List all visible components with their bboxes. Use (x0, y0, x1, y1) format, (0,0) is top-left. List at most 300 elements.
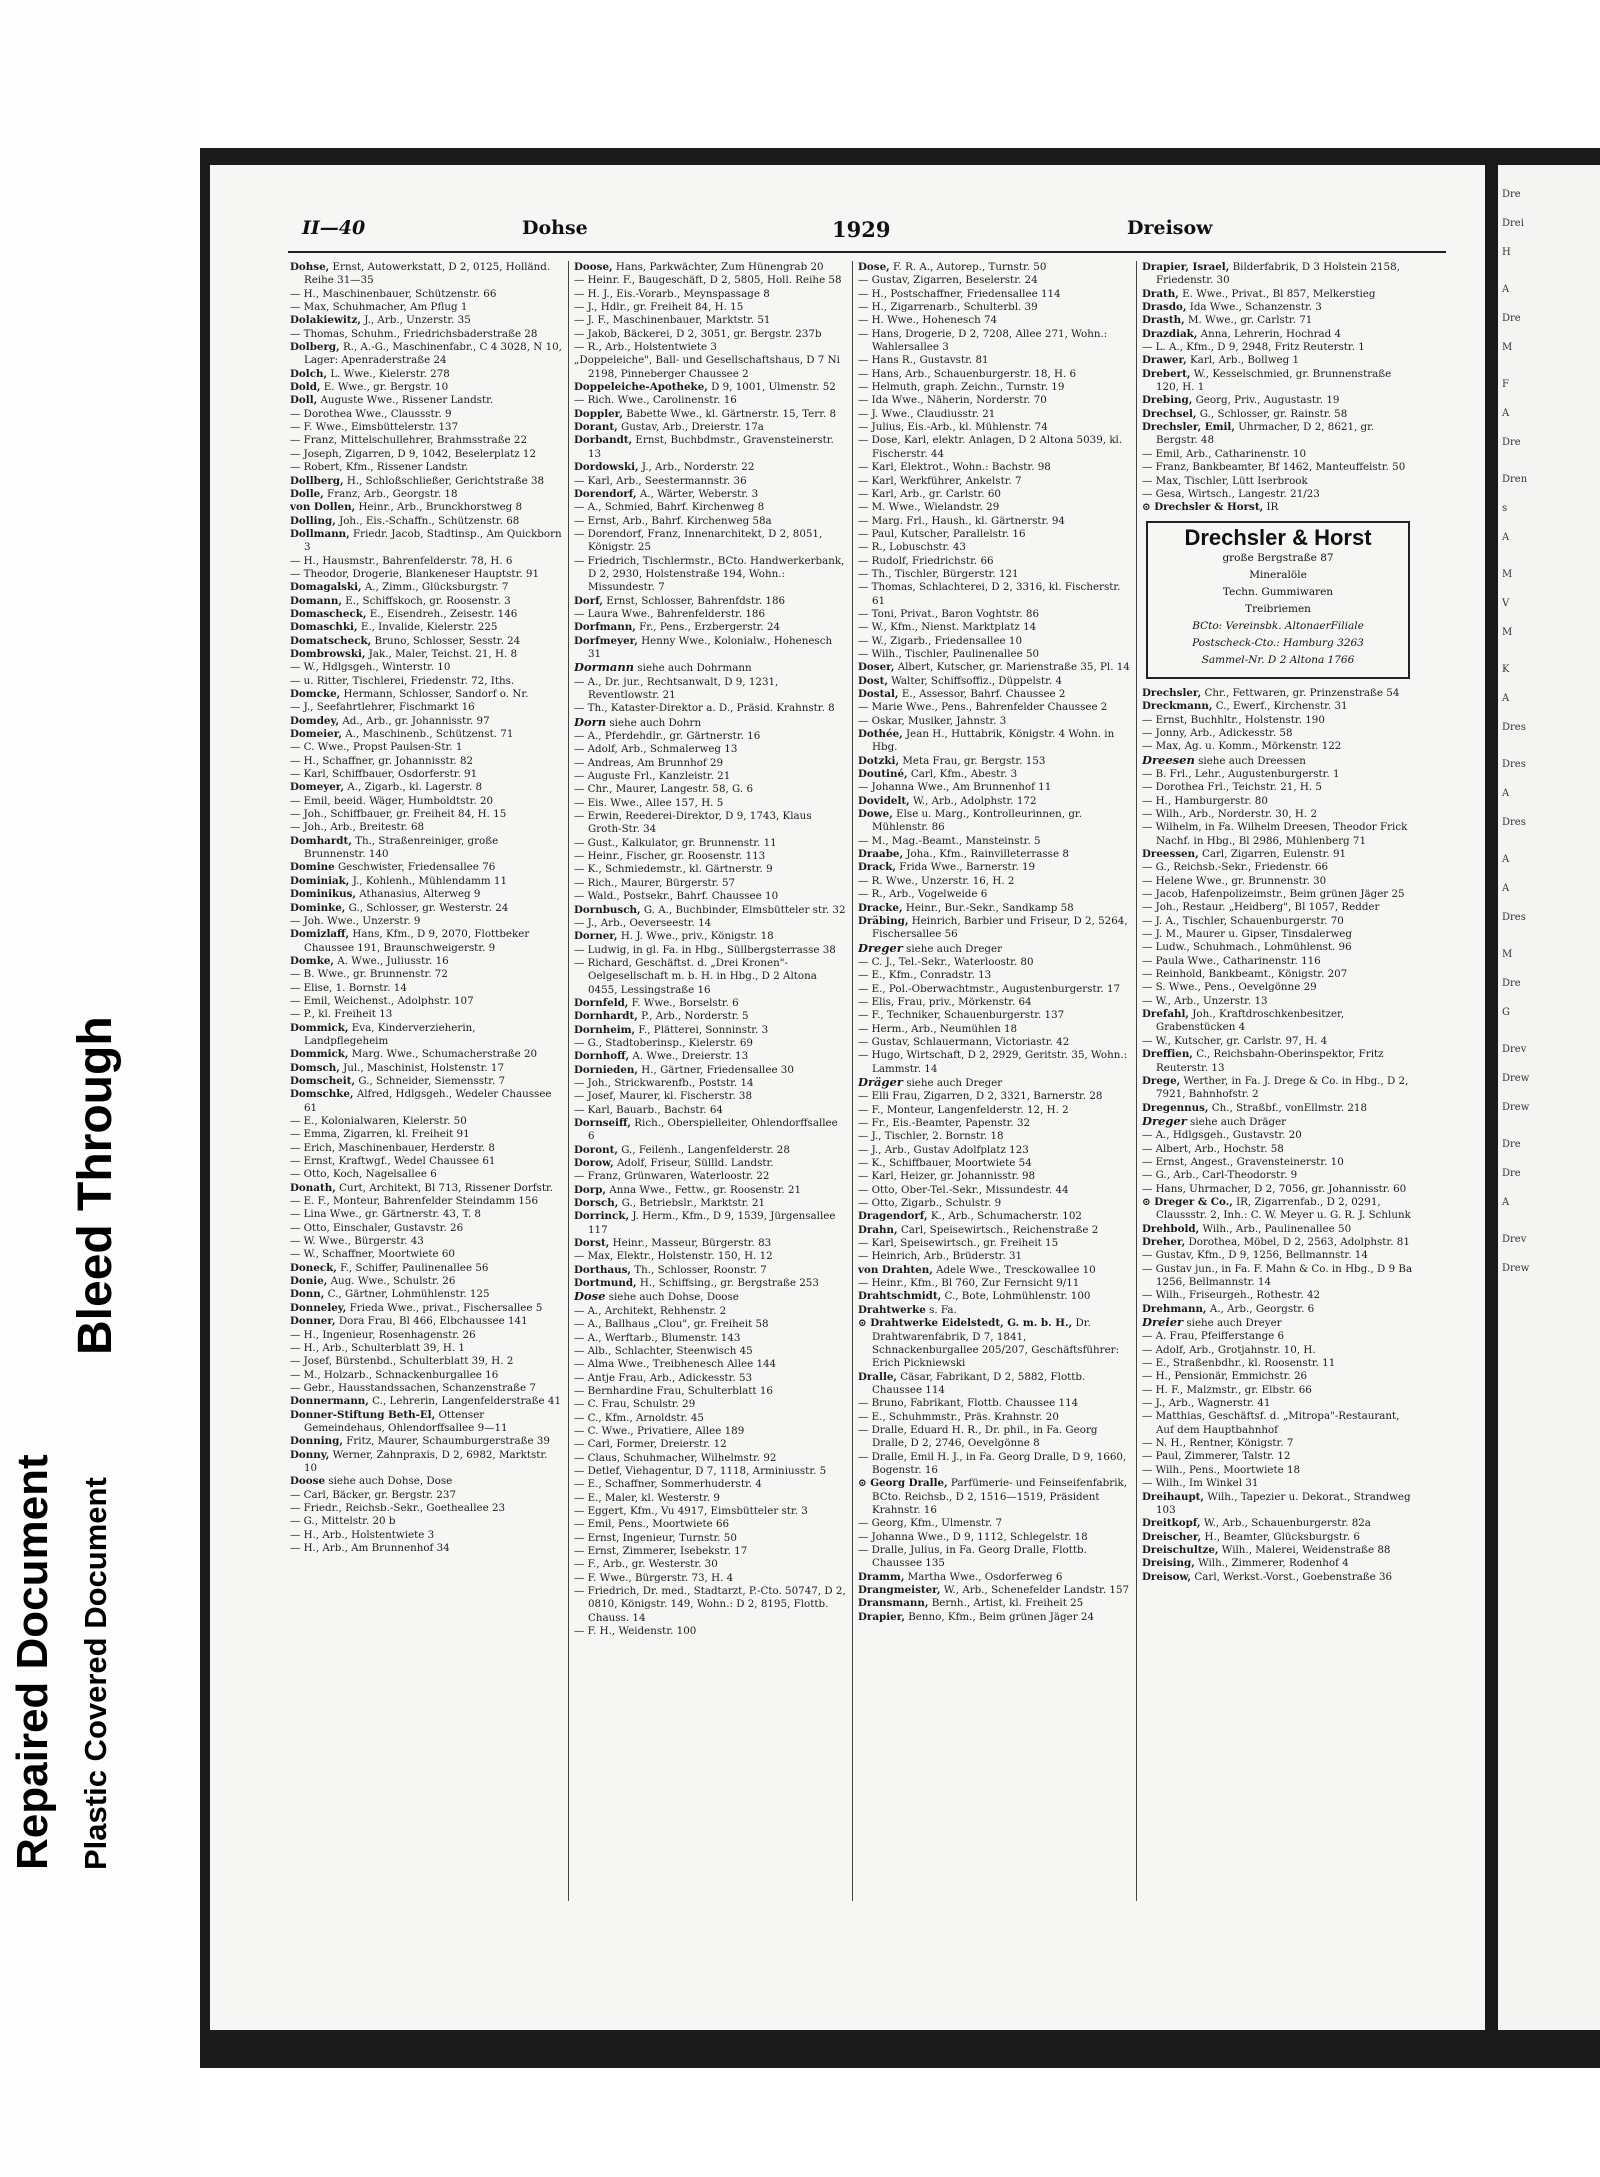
directory-entry (858, 1264, 1130, 1277)
entry-details: — Dorothea Wwe., Claussstr. 9 (290, 407, 452, 420)
entry-details: — H. J., Eis.-Vorarb., Meynspassage 8 (574, 287, 770, 300)
directory-entry (858, 768, 1130, 781)
entry-details: — Dralle, Julius, in Fa. Georg Dralle, Flottb. Chaussee 135 (858, 1544, 1087, 1570)
entry-details: — B. Wwe., gr. Brunnenstr. 72 (290, 968, 448, 981)
directory-entry (574, 1305, 846, 1318)
adjacent-page-fragment: A (1502, 788, 1510, 799)
directory-entry (290, 608, 562, 621)
entry-surname: Doutiné, (858, 768, 908, 781)
directory-entry (1142, 501, 1414, 514)
directory-entry (290, 1168, 562, 1181)
directory-entry (1142, 461, 1414, 474)
directory-entry (574, 288, 846, 301)
entry-details: — J. F., Maschinenbauer, Marktstr. 51 (574, 314, 771, 327)
directory-entry (1142, 314, 1414, 327)
entry-surname: Dollberg, (290, 474, 344, 487)
entry-details: A., Zigarb., kl. Lagerstr. 8 (347, 781, 483, 794)
entry-details: — W., Kutscher, gr. Carlstr. 97, H. 4 (1142, 1034, 1328, 1047)
directory-entry (290, 1248, 562, 1261)
directory-entry (1142, 901, 1414, 914)
directory-entry (290, 528, 562, 555)
adjacent-page-fragment: G (1502, 1007, 1510, 1018)
entry-surname: Dreger (1142, 1113, 1187, 1128)
entry-details: Ida Wwe., Schanzenstr. 3 (1189, 301, 1322, 314)
entry-details: Heinrich, Barbier und Friseur, D 2, 5264, Fischersallee 56 (872, 914, 1128, 941)
directory-entry (574, 904, 846, 917)
entry-details: — Karl, Werkführer, Ankelstr. 7 (858, 474, 1022, 487)
entry-surname: Drapier, Israel, (1142, 261, 1230, 273)
advertisement-line: große Bergstraße 87 (1222, 551, 1334, 564)
directory-entry (574, 261, 846, 274)
directory-entry (290, 1355, 562, 1368)
directory-entry (1142, 995, 1414, 1008)
directory-entry (858, 983, 1130, 996)
page-number: II—40 (302, 217, 366, 239)
entry-surname: Dolberg, (290, 341, 340, 354)
entry-details: — Jacob, Hafenpolizeimstr., Beim grünen Jäger 25 (1142, 888, 1405, 901)
directory-entry (858, 1210, 1130, 1223)
entry-details: Bernh., Artist, kl. Freiheit 25 (931, 1597, 1084, 1610)
directory-entry (574, 877, 846, 890)
directory-entry (1142, 1263, 1414, 1290)
directory-entry (574, 1104, 846, 1117)
directory-entry (858, 1517, 1130, 1530)
directory-entry (574, 997, 846, 1010)
entry-details: — Max, Ag. u. Komm., Mörkenstr. 122 (1142, 740, 1342, 753)
entry-details: — Herm., Arb., Neumühlen 18 (858, 1022, 1018, 1035)
entry-details: siehe auch Dohrn (609, 716, 702, 729)
entry-details: — Emil, Pens., Moortwiete 66 (574, 1518, 730, 1531)
directory-entry (290, 581, 562, 594)
entry-details: — A. Frau, Pfeifferstange 6 (1142, 1330, 1285, 1343)
directory-entry (1142, 1491, 1414, 1518)
entry-surname: Domcke, (290, 688, 341, 700)
entry-details: Wilh., Tapezier u. Dekorat., Strandweg 103 (1156, 1490, 1411, 1516)
directory-entry (1142, 475, 1414, 488)
entry-surname: Dolch, (290, 367, 328, 380)
entry-surname: Dornbusch, (574, 903, 641, 916)
directory-entry (574, 743, 846, 756)
entry-details: W., Arb., Adolphstr. 172 (912, 794, 1037, 807)
entry-details: IR (1266, 501, 1279, 514)
adjacent-page-fragment: Drev (1502, 1044, 1527, 1055)
adjacent-page-fragment: M (1502, 569, 1513, 580)
entry-surname: Doose, (574, 261, 613, 273)
directory-entry (290, 475, 562, 488)
directory-entry (858, 795, 1130, 808)
directory-entry (290, 1115, 562, 1128)
entry-details: — C., Kfm., Arnoldstr. 45 (574, 1411, 704, 1424)
directory-entry (290, 995, 562, 1008)
directory-entry (1142, 1410, 1414, 1437)
entry-details: M. Wwe., gr. Carlstr. 71 (1187, 314, 1313, 327)
entry-details: — Ernst, Zimmerer, Isebekstr. 17 (574, 1545, 748, 1557)
directory-entry (574, 1037, 846, 1050)
directory-entry (574, 770, 846, 783)
entry-details: — E., Schaffner, Sommerhuderstr. 4 (574, 1478, 762, 1491)
directory-entry (290, 1142, 562, 1155)
entry-details: — Hugo, Wirtschaft, D 2, 2929, Geritstr. 35, Wohn.: Lammstr. 14 (858, 1049, 1128, 1075)
directory-entry (290, 741, 562, 754)
entry-surname: Dramm, (858, 1570, 905, 1583)
directory-entry (1142, 1115, 1414, 1129)
entry-details: — Joh., Restaur. „Heidberg", Bl 1057, Redder (1142, 901, 1380, 914)
directory-entry (858, 728, 1130, 755)
directory-entry (858, 568, 1130, 581)
entry-details: R., A.-G., Maschinenfabr., C 4 3028, N 10, Lager: Apenraderstraße 24 (304, 341, 562, 367)
directory-entry (858, 288, 1130, 301)
directory-entry (858, 1290, 1130, 1303)
directory-column-1 (290, 261, 562, 1901)
entry-details: — Franz, Grünwaren, Waterloostr. 22 (574, 1170, 770, 1183)
entry-details: Friedr. Jacob, Stadtinsp., Am Quickborn 3 (304, 527, 562, 554)
entry-details: — Emma, Zigarren, kl. Freiheit 91 (290, 1128, 470, 1141)
entry-details: — A., Ballhaus „Clou", gr. Freiheit 58 (574, 1318, 769, 1331)
directory-entry (574, 301, 846, 314)
entry-details: — Josef, Maurer, kl. Fischerstr. 38 (574, 1090, 753, 1103)
directory-entry (1142, 448, 1414, 461)
entry-details: — H. Wwe., Hohenesch 74 (858, 314, 998, 327)
directory-entry (574, 1290, 846, 1304)
entry-surname: Dreihaupt, (1142, 1490, 1205, 1503)
directory-entry (290, 1128, 562, 1141)
directory-entry (1142, 1102, 1414, 1115)
entry-details: A. Wwe., Dreierstr. 13 (632, 1050, 749, 1063)
directory-entry (290, 835, 562, 862)
entry-surname: Dortmund, (574, 1277, 637, 1290)
entry-details: Athanasius, Alterweg 9 (359, 888, 481, 901)
entry-details: K., Arb., Schumacherstr. 102 (930, 1210, 1082, 1223)
entry-surname: Dorfmeyer, (574, 634, 638, 647)
directory-entry (1142, 488, 1414, 501)
entry-details: — C. Wwe., Privatiere, Allee 189 (574, 1424, 745, 1437)
directory-column-4 (1142, 261, 1414, 1901)
column-divider (568, 261, 569, 1901)
adjacent-page-fragment: s (1502, 503, 1508, 514)
entry-details: — Theodor, Drogerie, Blankeneser Hauptstr. 91 (290, 567, 540, 580)
entry-surname: Dreessen, (1142, 848, 1199, 860)
directory-entry (574, 1558, 846, 1571)
entry-details: W., Kesselschmied, gr. Brunnenstraße 120, H. 1 (1156, 367, 1392, 394)
directory-entry (574, 621, 846, 634)
entry-details: — G., Stadtoberinsp., Kielerstr. 69 (574, 1036, 753, 1049)
entry-details: Carl, Kfm., Abestr. 3 (910, 768, 1018, 781)
entry-details: — Joh., Arb., Breitestr. 68 (290, 821, 425, 834)
directory-entry (574, 1090, 846, 1103)
entry-surname: Dreckmann, (1142, 700, 1213, 713)
directory-entry (858, 1049, 1130, 1076)
entry-details: — Jakob, Bäckerei, D 2, 3051, gr. Bergstr. 237b (574, 327, 822, 340)
directory-entry (574, 890, 846, 903)
directory-entry (1142, 981, 1414, 994)
entry-details: — Max, Schuhmacher, Am Pflug 1 (290, 301, 468, 314)
directory-entry (574, 1358, 846, 1371)
directory-entry (574, 1372, 846, 1385)
entry-details: — H., Ingenieur, Rosenhagenstr. 26 (290, 1328, 476, 1341)
directory-entry (858, 408, 1130, 421)
entry-details: Wilh., Malerei, Weidenstraße 88 (1221, 1543, 1391, 1556)
entry-details: Adolf, Friseur, Süllld. Landstr. (616, 1157, 774, 1170)
entry-details: Dr. Drahtwarenfabrik, D 7, 1841, Schnackenburgallee 205/207, Geschäftsführer: Erich Pickniewski (872, 1317, 1120, 1370)
entry-surname: Donneley, (290, 1301, 347, 1314)
entry-details: — S. Wwe., Pens., Oevelgönne 29 (1142, 981, 1317, 994)
directory-entry (1142, 875, 1414, 888)
entry-details: siehe auch Dohse, Dose (328, 1475, 453, 1488)
header-first-name: Dohse (522, 217, 588, 239)
entry-details: F., Schiffer, Paulinenallee 56 (340, 1261, 489, 1274)
directory-entry (858, 1371, 1130, 1398)
page-header (210, 217, 1485, 247)
directory-entry (1142, 421, 1414, 448)
entry-surname: Doose (290, 1475, 326, 1488)
entry-surname: Dreising, (1142, 1557, 1195, 1570)
directory-entry (858, 421, 1130, 434)
directory-entry (1142, 754, 1414, 768)
entry-surname: Doser, (858, 661, 895, 674)
entry-details: Gustav, Arb., Dreierstr. 17a (621, 421, 764, 434)
entry-surname: von Drahten, (858, 1263, 933, 1276)
directory-entry (858, 942, 1130, 956)
entry-surname: Drack, (858, 861, 897, 874)
directory-entry (1142, 955, 1414, 968)
entry-surname: Domagalski, (290, 581, 362, 594)
entry-surname: Dorn (574, 714, 607, 729)
entry-details: — Georg, Kfm., Ulmenstr. 7 (858, 1517, 1003, 1530)
entry-details: — Paula Wwe., Catharinenstr. 116 (1142, 954, 1321, 967)
entry-surname: Drahtschmidt, (858, 1290, 942, 1303)
entry-details: Frida Wwe., Barnerstr. 19 (899, 861, 1036, 874)
entry-details: G., Feilenh., Langenfelderstr. 28 (621, 1143, 790, 1156)
entry-details: Curt, Architekt, Bl 713, Rissener Dorfstr. (339, 1181, 554, 1194)
directory-entry (1142, 781, 1414, 794)
directory-entry (574, 1572, 846, 1585)
directory-entry (574, 1625, 846, 1638)
entry-details: — J., Arb., Oeverseestr. 14 (574, 916, 712, 929)
entry-surname: Domdey, (290, 714, 340, 727)
entry-details: — Franz, Bankbeamter, Bf 1462, Manteuffelstr. 50 (1142, 461, 1406, 474)
directory-entry (1142, 1437, 1414, 1450)
entry-surname: Dorsch, (574, 1197, 619, 1210)
directory-entry (290, 661, 562, 674)
directory-entry (858, 1076, 1130, 1090)
entry-details: Anna, Lehrerin, Hochrad 4 (1200, 327, 1342, 340)
entry-details: F. Wwe., Borselstr. 6 (631, 996, 739, 1009)
directory-entry (290, 1235, 562, 1248)
entry-surname: Drefahl, (1142, 1008, 1189, 1021)
entry-surname: Doneck, (290, 1261, 337, 1274)
entry-details: Geschwister, Friedensallee 76 (337, 861, 496, 874)
directory-entry (574, 1010, 846, 1023)
directory-entry (574, 1077, 846, 1090)
directory-entry (574, 1332, 846, 1345)
entry-details: — M., Mag.-Beamt., Mansteinstr. 5 (858, 834, 1041, 847)
entry-surname: Dreisow, (1142, 1570, 1192, 1583)
entry-details: H., Schloßschließer, Gerichtstraße 38 (346, 474, 545, 487)
entry-details: H., Schiffsing., gr. Bergstraße 253 (639, 1277, 819, 1290)
entry-details: F. R. A., Autorep., Turnstr. 50 (893, 261, 1047, 273)
entry-surname: Donnermann, (290, 1395, 369, 1408)
entry-details: Werther, in Fa. J. Drege & Co. in Hbg., D 2, 7921, Bahnhofstr. 2 (1156, 1074, 1409, 1101)
entry-details: — Andreas, Am Brunnhof 29 (574, 756, 724, 769)
directory-entry (858, 1144, 1130, 1157)
entry-details: — Ernst, Arb., Bahrf. Kirchenweg 58a (574, 514, 772, 527)
entry-surname: Dominikus, (290, 888, 357, 901)
directory-entry (290, 568, 562, 581)
entry-surname: Domine (290, 861, 335, 874)
entry-details: C., Bote, Lohmühlenstr. 100 (944, 1290, 1091, 1303)
entry-details: IR, Zigarrenfab., D 2, 0291, Claussstr. 2, Inh.: C. W. Meyer u. G. R. J. Schlunk (1156, 1195, 1411, 1222)
entry-details: — W. Wwe., Bürgerstr. 43 (290, 1235, 424, 1248)
entry-details: Werner, Zahnpraxis, D 2, 6982, Marktstr. 10 (304, 1448, 548, 1474)
entry-surname: Donie, (290, 1275, 328, 1288)
entry-surname: Dorner, (574, 930, 618, 943)
directory-entry (1142, 1477, 1414, 1490)
entry-details: — J. A., Tischler, Schauenburgerstr. 70 (1142, 914, 1344, 927)
directory-entry (858, 1090, 1130, 1103)
entry-details: P., Arb., Norderstr. 5 (641, 1010, 749, 1023)
entry-details: — K., Schiffbauer, Moortwiete 54 (858, 1157, 1032, 1170)
directory-entry (858, 1104, 1130, 1117)
directory-entry (574, 1492, 846, 1505)
entry-details: — Helene Wwe., gr. Brunnenstr. 30 (1142, 874, 1327, 887)
entry-details: — Detlef, Viehagentur, D 7, 1118, Arminiusstr. 5 (574, 1464, 827, 1477)
directory-entry (290, 1288, 562, 1301)
directory-entry (1142, 1330, 1414, 1343)
entry-details: — Dralle, Emil H. J., in Fa. Georg Dralle, D 9, 1660, Bogenstr. 16 (858, 1450, 1127, 1476)
directory-entry (858, 488, 1130, 501)
directory-entry (574, 394, 846, 407)
directory-entry (290, 1075, 562, 1088)
entry-surname: Drehmann, (1142, 1302, 1207, 1315)
entry-details: — E., Schuhmmstr., Präs. Krahnstr. 20 (858, 1410, 1059, 1423)
entry-surname: Drechsel, (1142, 407, 1197, 420)
entry-details: Ch., Straßbf., vonEllmstr. 218 (1211, 1101, 1368, 1114)
adjacent-page-fragment: Drei (1502, 218, 1524, 229)
entry-details: Heinr., Bur.-Sekr., Sandkamp 58 (905, 901, 1074, 914)
adjacent-page-fragment: Drev (1502, 1234, 1527, 1245)
directory-entry (858, 1023, 1130, 1036)
directory-entry (290, 768, 562, 781)
entry-details: Carl, Speisewirtsch., Reichenstraße 2 (900, 1223, 1099, 1236)
directory-entry (290, 1155, 562, 1168)
entry-details: — Thomas, Schuhm., Friedrichsbaderstraße 28 (290, 327, 538, 340)
directory-entry (858, 1277, 1130, 1290)
entry-surname: Dolling, (290, 514, 336, 527)
entry-surname: Donner, (290, 1315, 336, 1328)
directory-entry (290, 1262, 562, 1275)
directory-entry (1142, 888, 1414, 901)
entry-surname: Dorf, (574, 594, 604, 607)
entry-details: — Joh., Schiffbauer, gr. Freiheit 84, H. 15 (290, 808, 507, 821)
entry-details: — Johanna Wwe., Am Brunnenhof 11 (858, 781, 1052, 794)
entry-details: Alfred, Hdlgsgeh., Wedeler Chaussee 61 (304, 1088, 552, 1114)
entry-details: Babette Wwe., kl. Gärtnerstr. 15, Terr. 8 (626, 407, 837, 420)
directory-entry (290, 1329, 562, 1342)
entry-details: — H., Arb., Holstentwiete 3 (290, 1528, 435, 1541)
directory-entry (858, 1184, 1130, 1197)
entry-details: A., Zimm., Glücksburgstr. 7 (364, 581, 509, 594)
entry-details: Rich., Oberspielleiter, Ohlendorffsallee 6 (588, 1117, 838, 1143)
entry-details: A., Wärter, Weberstr. 3 (639, 487, 759, 500)
entry-details: — C. J., Tel.-Sekr., Waterloostr. 80 (858, 955, 1034, 968)
directory-entry (290, 515, 562, 528)
adjacent-page-fragment: Dren (1502, 474, 1528, 485)
directory-entry (858, 1224, 1130, 1237)
entry-surname: Dordowski, (574, 461, 639, 474)
adjacent-page-fragment: Dres (1502, 759, 1526, 770)
directory-entry (574, 1518, 846, 1531)
directory-entry (290, 1062, 562, 1075)
entry-details: — Reinhold, Bankbeamt., Königstr. 207 (1142, 968, 1348, 981)
directory-entry (574, 1064, 846, 1077)
directory-entry (290, 821, 562, 834)
entry-details: — Otto, Einschaler, Gustavstr. 26 (290, 1221, 464, 1234)
directory-entry (574, 635, 846, 662)
entry-details: — Antje Frau, Arb., Adickesstr. 53 (574, 1371, 753, 1384)
directory-entry (290, 888, 562, 901)
entry-details: — Dose, Karl, elektr. Anlagen, D 2 Altona 5039, kl. Fischerstr. 44 (858, 434, 1123, 460)
entry-surname: Dold, (290, 381, 321, 394)
entry-details: — Dralle, Eduard H. R., Dr. phil., in Fa. Georg Dralle, D 2, 2746, Oevelgönne 8 (858, 1423, 1098, 1450)
adjacent-page-fragment: K (1502, 664, 1510, 675)
directory-entry (290, 928, 562, 955)
entry-details: — Hans R., Gustavstr. 81 (858, 354, 989, 367)
directory-entry (574, 1385, 846, 1398)
adjacent-page-fragment: Drew (1502, 1263, 1530, 1274)
entry-details: — F. Wwe., Bürgerstr. 73, H. 4 (574, 1571, 734, 1584)
directory-entry (574, 274, 846, 287)
entry-surname: Dohse, (290, 261, 330, 273)
directory-entry (290, 1449, 562, 1476)
directory-entry (1142, 714, 1414, 727)
entry-details: — Elise, 1. Bornstr. 14 (290, 981, 407, 994)
directory-entry (1142, 408, 1414, 421)
directory-entry (858, 1411, 1130, 1424)
entry-surname: Dominke, (290, 901, 346, 914)
entry-details: Fr., Pens., Erzbergerstr. 24 (639, 621, 781, 634)
directory-entry (1142, 1384, 1414, 1397)
entry-details: — Karl, Speisewirtsch., gr. Freiheit 15 (858, 1237, 1059, 1250)
directory-entry (858, 381, 1130, 394)
entry-details: — Elis, Frau, priv., Mörkenstr. 64 (858, 995, 1032, 1008)
adjacent-page-fragment: Dre (1502, 1139, 1521, 1150)
entry-surname: Dorfmann, (574, 621, 636, 634)
directory-entry (858, 1197, 1130, 1210)
entry-details: siehe auch Dreger (906, 942, 1003, 955)
entry-details: — A., Hdlgsgeh., Gustavstr. 20 (1142, 1129, 1302, 1142)
directory-entry (1142, 808, 1414, 821)
entry-details: — A., Dr. jur., Rechtsanwalt, D 9, 1231, Reventlowstr. 21 (574, 675, 779, 701)
advertisement-line: Mineralöle (1249, 568, 1307, 581)
directory-entry (1142, 261, 1414, 288)
directory-entry (858, 368, 1130, 381)
directory-entry (1142, 1344, 1414, 1357)
entry-details: — Adolf, Arb., Grotjahnstr. 10, H. (1142, 1343, 1316, 1356)
entry-details: Chr., Fettwaren, gr. Prinzenstraße 54 (1204, 686, 1400, 699)
entry-details: — Th., Kataster-Direktor a. D., Präsid. Krahnstr. 8 (574, 702, 835, 715)
entry-details: Carl, Zigarren, Eulenstr. 91 (1201, 848, 1347, 860)
directory-entry (574, 1210, 846, 1237)
directory-entry (574, 1505, 846, 1518)
entry-surname: Dreffien, (1142, 1048, 1193, 1061)
entry-surname: Dreier (1142, 1315, 1184, 1330)
advertisement-line: Postscheck-Cto.: Hamburg 3263 (1192, 636, 1364, 649)
entry-surname: Donny, (290, 1448, 330, 1461)
entry-details: Martha Wwe., Osdorferweg 6 (907, 1570, 1063, 1583)
directory-entry (574, 783, 846, 796)
entry-details: — R., Lobuschstr. 43 (858, 541, 966, 554)
advertisement-title: Drechsler & Horst (1184, 524, 1372, 550)
